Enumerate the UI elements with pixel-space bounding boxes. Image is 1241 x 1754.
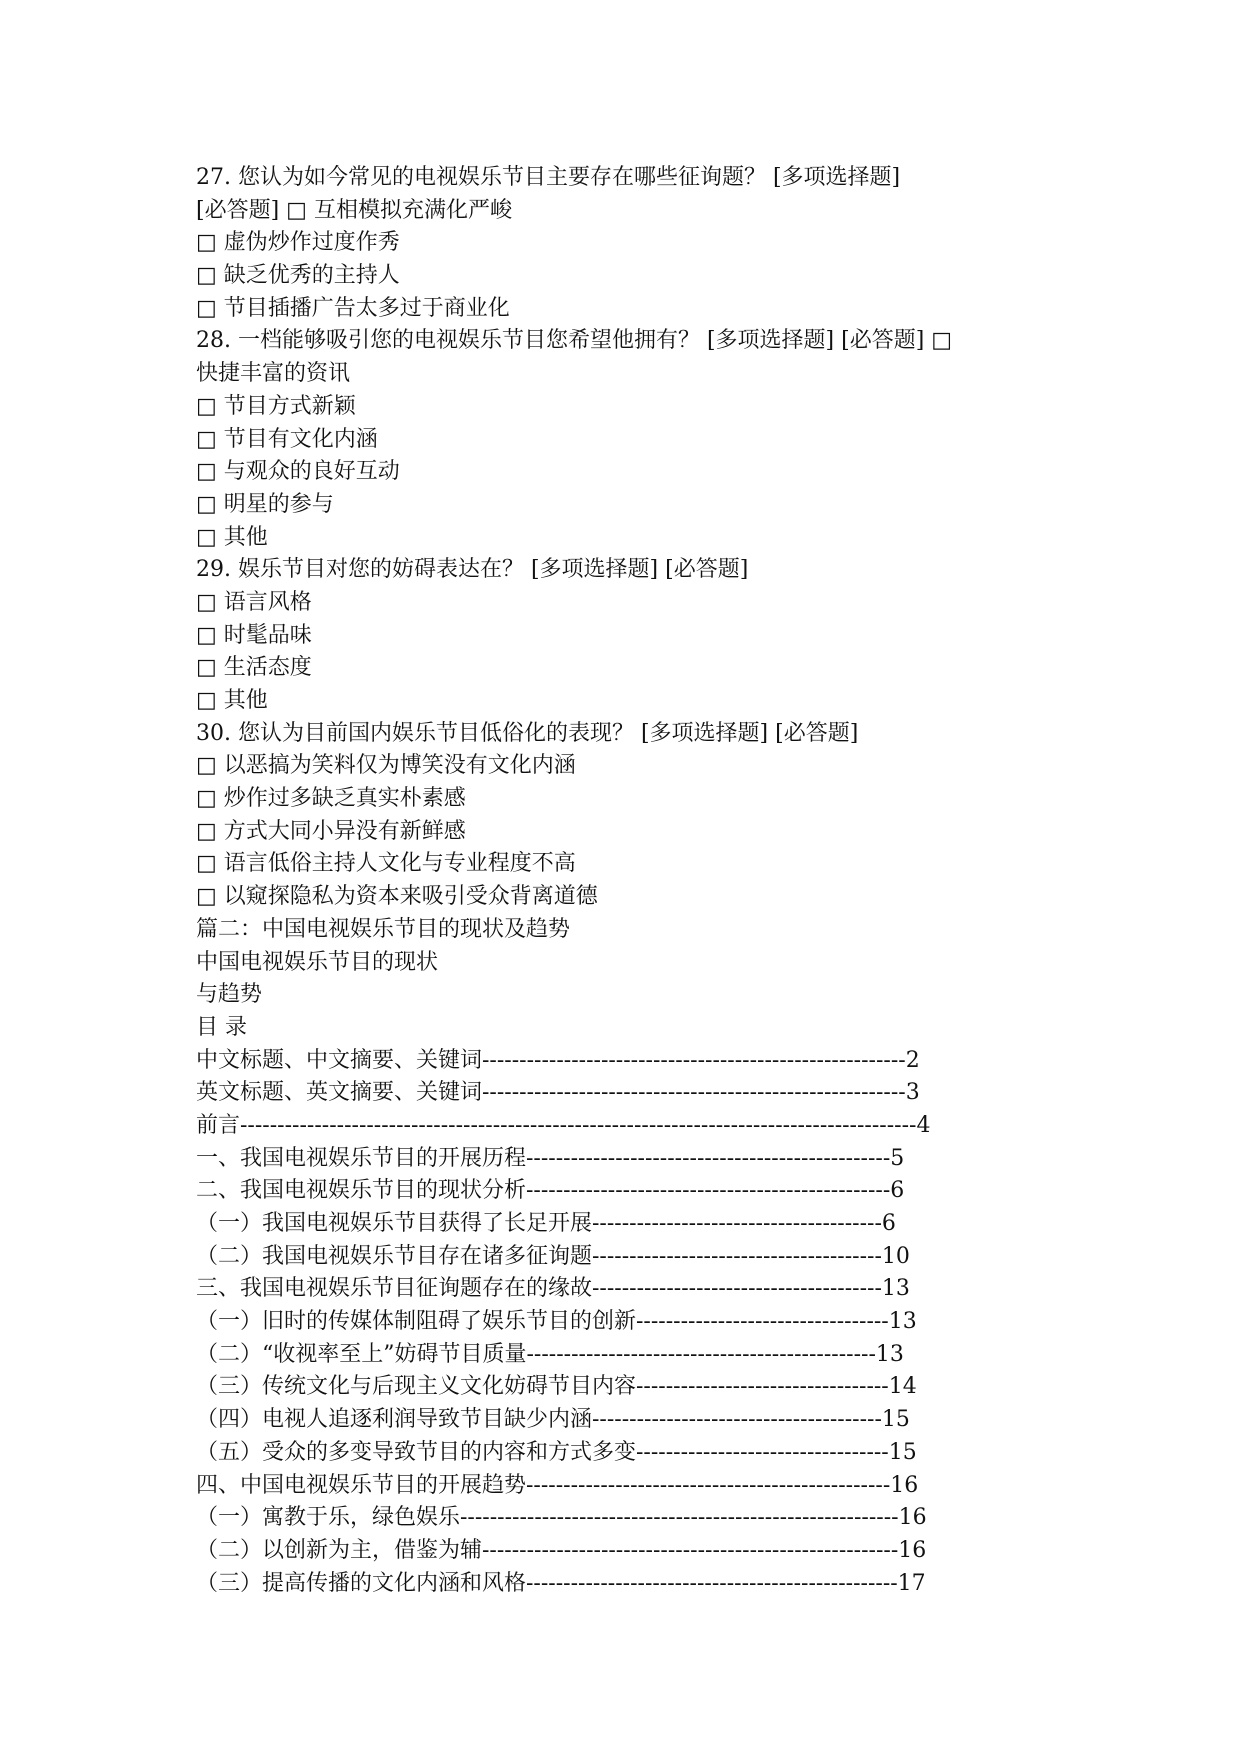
question-28-option: □ 其他 bbox=[196, 524, 268, 550]
section-heading: 篇二：中国电视娱乐节目的现状及趋势 bbox=[196, 916, 571, 942]
toc-entry: 三、我国电视娱乐节目征询题存在的缘故---------------------------------------13 bbox=[196, 1276, 910, 1302]
question-27-option: □ 节目插播广告太多过于商业化 bbox=[196, 295, 510, 321]
question-27-option: □ 虚伪炒作过度作秀 bbox=[196, 230, 400, 256]
toc-entry: 英文标题、英文摘要、关键词---------------------------------------------------------3 bbox=[196, 1080, 920, 1106]
toc-entry: （二）我国电视娱乐节目存在诸多征询题---------------------------------------10 bbox=[196, 1243, 910, 1269]
question-28-option: □ 与观众的良好互动 bbox=[196, 459, 400, 485]
question-30-option: □ 语言低俗主持人文化与专业程度不高 bbox=[196, 851, 576, 877]
toc-entry: （五）受众的多变导致节目的内容和方式多变----------------------------------15 bbox=[196, 1439, 917, 1465]
toc-entry: 前言-------------------------------------------------------------------------------------------4 bbox=[196, 1112, 931, 1138]
question-28-line-1: 28. 一档能够吸引您的电视娱乐节目您希望他拥有？ [多项选择题] [必答题] □ bbox=[196, 328, 953, 354]
toc-entry: （二）以创新为主，借鉴为辅--------------------------------------------------------16 bbox=[196, 1537, 927, 1563]
toc-entry: （一）旧时的传媒体制阻碍了娱乐节目的创新----------------------------------13 bbox=[196, 1309, 917, 1335]
toc-entry: （三）传统文化与后现主义文化妨碍节目内容----------------------------------14 bbox=[196, 1374, 917, 1400]
question-29-option: □ 语言风格 bbox=[196, 589, 312, 615]
toc-entry: 四、中国电视娱乐节目的开展趋势-------------------------------------------------16 bbox=[196, 1472, 919, 1498]
question-30-option: □ 以恶搞为笑料仅为博笑没有文化内涵 bbox=[196, 753, 576, 779]
question-29-title: 29. 娱乐节目对您的妨碍表达在？ [多项选择题] [必答题] bbox=[196, 557, 749, 583]
question-27-option: □ 缺乏优秀的主持人 bbox=[196, 263, 400, 289]
paper-title-line-1: 中国电视娱乐节目的现状 bbox=[196, 949, 439, 975]
question-30-option: □ 以窥探隐私为资本来吸引受众背离道德 bbox=[196, 884, 598, 910]
toc-heading: 目 录 bbox=[196, 1014, 247, 1040]
toc-entry: （一）我国电视娱乐节目获得了长足开展---------------------------------------6 bbox=[196, 1211, 896, 1236]
question-29-option: □ 生活态度 bbox=[196, 655, 312, 681]
question-30-title: 30. 您认为目前国内娱乐节目低俗化的表现？ [多项选择题] [必答题] bbox=[196, 720, 859, 746]
question-28-option: □ 节目有文化内涵 bbox=[196, 426, 378, 452]
question-28-line-2: 快捷丰富的资讯 bbox=[196, 361, 351, 387]
toc-entry: （二）“收视率至上”妨碍节目质量-----------------------------------------------13 bbox=[196, 1341, 904, 1367]
toc-entry: 二、我国电视娱乐节目的现状分析-------------------------------------------------6 bbox=[196, 1178, 905, 1204]
question-28-option: □ 明星的参与 bbox=[196, 491, 334, 517]
paper-title-line-2: 与趋势 bbox=[196, 982, 263, 1008]
toc-entry: （三）提高传播的文化内涵和风格--------------------------------------------------17 bbox=[196, 1570, 926, 1596]
question-28-option: □ 节目方式新颖 bbox=[196, 393, 356, 419]
question-30-option: □ 炒作过多缺乏真实朴素感 bbox=[196, 786, 466, 812]
question-27-line-2: [必答题] □ 互相模拟充满化严峻 bbox=[196, 197, 512, 223]
question-27-line-1: 27. 您认为如今常见的电视娱乐节目主要存在哪些征询题？ [多项选择题] bbox=[196, 165, 901, 190]
document-page bbox=[196, 162, 1076, 1600]
question-29-option: □ 其他 bbox=[196, 688, 268, 713]
toc-entry: （四）电视人追逐利润导致节目缺少内涵---------------------------------------15 bbox=[196, 1407, 910, 1433]
question-29-option: □ 时髦品味 bbox=[196, 622, 312, 648]
toc-entry: 一、我国电视娱乐节目的开展历程-------------------------------------------------5 bbox=[196, 1145, 905, 1171]
toc-entry: 中文标题、中文摘要、关键词---------------------------------------------------------2 bbox=[196, 1047, 920, 1073]
question-30-option: □ 方式大同小异没有新鲜感 bbox=[196, 818, 466, 844]
toc-entry: （一）寓教于乐，绿色娱乐-----------------------------------------------------------16 bbox=[196, 1505, 927, 1531]
